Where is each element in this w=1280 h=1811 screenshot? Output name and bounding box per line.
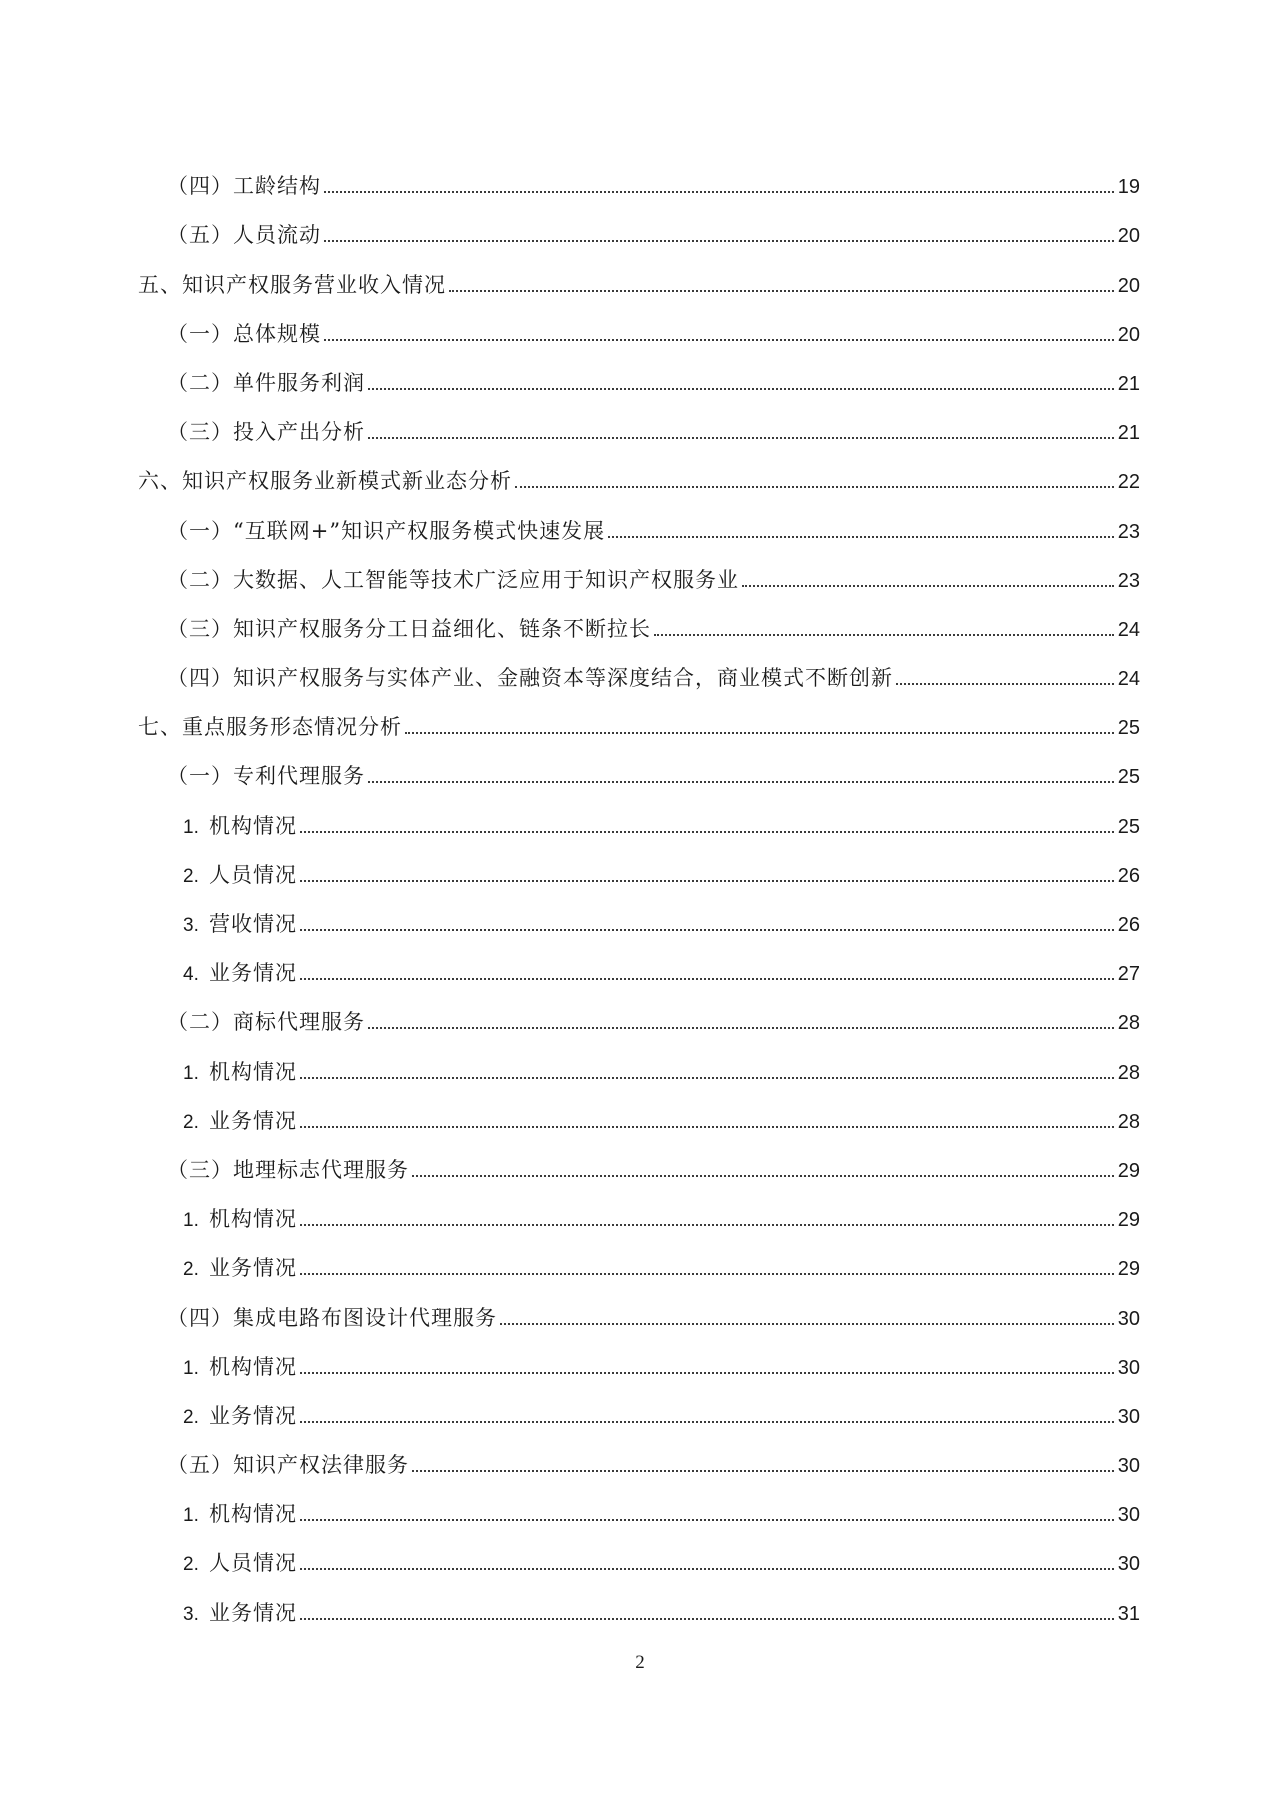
toc-entry-text: 七、重点服务形态情况分析 [138, 715, 402, 740]
toc-entry-text: 营收情况 [209, 912, 297, 936]
dot-leader [300, 1223, 1114, 1226]
toc-entry-number: 4. [183, 964, 199, 986]
toc-entry-page: 24 [1117, 668, 1140, 691]
toc-entry-text: 业务情况 [209, 1256, 297, 1281]
dot-leader [405, 731, 1114, 734]
toc-entry-title [183, 860, 297, 892]
toc-entry-number: 2. [183, 1111, 199, 1133]
toc-entry[interactable] [0, 742, 1280, 791]
toc-entry-title [183, 958, 297, 990]
toc-entry-title [138, 712, 402, 742]
toc-entry-page: 26 [1117, 864, 1140, 887]
toc-entry-text: （一）总体规模 [167, 321, 321, 346]
toc-entry-title [183, 811, 297, 843]
toc-entry-line [183, 1401, 1140, 1431]
toc-entry-page: 26 [1117, 914, 1140, 936]
dot-leader [300, 1272, 1114, 1275]
toc-entry[interactable] [0, 1529, 1280, 1578]
toc-entry-page: 25 [1117, 717, 1140, 740]
toc-entry-page: 28 [1117, 1012, 1140, 1035]
toc-entry-page: 20 [1117, 274, 1140, 297]
toc-entry-page: 30 [1117, 1455, 1140, 1478]
toc-entry-page: 29 [1117, 1209, 1140, 1232]
toc-entry-page: 22 [1117, 471, 1140, 494]
toc-entry-title [167, 1450, 409, 1480]
toc-entry-title [167, 761, 365, 791]
toc-entry-line [183, 811, 1140, 841]
toc-entry[interactable] [0, 300, 1280, 349]
toc-entry-title [167, 614, 651, 644]
dot-leader [300, 977, 1114, 980]
toc-entry-title [167, 220, 321, 250]
dot-leader [300, 1371, 1114, 1374]
toc-entry-text: 机构情况 [209, 1354, 297, 1379]
toc-entry-number: 1. [183, 816, 199, 838]
toc-entry-text: 五、知识产权服务营业收入情况 [138, 272, 446, 297]
toc-entry-text: （二）商标代理服务 [167, 1010, 365, 1035]
toc-entry[interactable] [0, 1185, 1280, 1234]
dot-leader [300, 1076, 1114, 1079]
toc-entry-text: （一）“互联网+”知识产权服务模式快速发展 [167, 518, 606, 543]
toc-entry-title [183, 1057, 297, 1089]
toc-entry-text: 机构情况 [209, 813, 297, 838]
toc-entry-number: 2. [183, 1554, 199, 1576]
toc-entry-page: 29 [1117, 1159, 1140, 1182]
toc-entry[interactable] [0, 1578, 1280, 1627]
dot-leader [742, 584, 1114, 587]
toc-entry-number: 2. [183, 1259, 199, 1281]
toc-entry[interactable] [0, 496, 1280, 545]
toc-entry[interactable] [0, 1234, 1280, 1283]
toc-entry-text: 六、知识产权服务业新模式新业态分析 [138, 469, 512, 494]
toc-entry[interactable] [0, 1087, 1280, 1136]
toc-entry[interactable] [0, 1037, 1280, 1086]
toc-entry-page: 20 [1117, 323, 1140, 346]
page-number: 2 [635, 1652, 645, 1673]
toc-entry-line [183, 1598, 1140, 1628]
toc-entry-line [167, 1007, 1140, 1037]
toc-entry-text: （五）知识产权法律服务 [167, 1453, 409, 1478]
dot-leader [324, 190, 1114, 193]
toc-entry-number: 3. [183, 915, 199, 936]
toc-entry-line [183, 1352, 1140, 1382]
toc-entry[interactable] [0, 546, 1280, 595]
toc-entry-page: 25 [1117, 766, 1140, 789]
toc-entry-line [167, 1155, 1140, 1185]
toc-entry-page: 30 [1117, 1356, 1140, 1379]
dot-leader [300, 1420, 1114, 1423]
toc-entry-line [183, 1106, 1140, 1136]
toc-entry[interactable] [0, 1333, 1280, 1382]
toc-entry[interactable] [0, 890, 1280, 939]
toc-entry-title [167, 368, 365, 398]
toc-entry-number: 1. [183, 1505, 199, 1527]
dot-leader [300, 830, 1114, 833]
toc-entry-text: 业务情况 [209, 1600, 297, 1625]
toc-entry-line [167, 761, 1140, 791]
toc-entry[interactable] [0, 693, 1280, 742]
toc-entry[interactable] [0, 939, 1280, 988]
toc-entry-line [183, 1057, 1140, 1087]
toc-entry-text: （一）专利代理服务 [167, 764, 365, 789]
toc-entry-page: 19 [1117, 176, 1140, 199]
toc-entry-line [167, 1450, 1140, 1480]
dot-leader [896, 682, 1114, 685]
toc-entry-line [167, 319, 1140, 349]
toc-entry[interactable] [0, 595, 1280, 644]
toc-entry-title [167, 663, 893, 693]
dot-leader [300, 879, 1114, 882]
toc-entry-title [167, 1007, 365, 1037]
toc-entry-text: （三）知识产权服务分工日益细化、链条不断拉长 [167, 616, 651, 641]
dot-leader [500, 1322, 1114, 1325]
toc-entry[interactable] [0, 349, 1280, 398]
dot-leader [324, 338, 1114, 341]
toc-entry-number: 2. [183, 1406, 199, 1428]
dot-leader [368, 780, 1114, 783]
toc-entry-text: （二）大数据、人工智能等技术广泛应用于知识产权服务业 [167, 567, 739, 592]
dot-leader [608, 535, 1114, 538]
toc-entry-title [183, 1352, 297, 1384]
toc-entry-line [167, 663, 1140, 693]
toc-entry-title [183, 1598, 297, 1630]
toc-entry-page: 23 [1117, 569, 1140, 592]
toc-entry-title [183, 1253, 297, 1285]
toc-entry[interactable] [0, 398, 1280, 447]
toc-entry-line [183, 1253, 1140, 1283]
toc-entry-page: 21 [1117, 422, 1140, 445]
toc-entry-text: 机构情况 [209, 1059, 297, 1084]
toc-entry-page: 21 [1117, 372, 1140, 395]
dot-leader [300, 1518, 1114, 1521]
toc-entry-page: 24 [1117, 618, 1140, 641]
dot-leader [300, 1617, 1114, 1620]
toc-entry-page: 20 [1117, 225, 1140, 248]
dot-leader [300, 928, 1114, 931]
toc-entry-text: （三）地理标志代理服务 [167, 1157, 409, 1182]
toc-entry-page: 27 [1117, 963, 1140, 986]
toc-entry-line [183, 909, 1140, 939]
dot-leader [515, 485, 1114, 488]
toc-entry[interactable] [0, 644, 1280, 693]
toc-entry-line [138, 466, 1140, 496]
toc-entry[interactable] [0, 1382, 1280, 1431]
toc-entry-line [167, 417, 1140, 447]
toc-entry[interactable] [0, 988, 1280, 1037]
toc-entry-title [167, 171, 321, 201]
dot-leader [368, 436, 1114, 439]
toc-entry-text: 业务情况 [209, 961, 297, 986]
toc-entry-page: 29 [1117, 1258, 1140, 1281]
dot-leader [300, 1567, 1114, 1570]
toc-entry-title [138, 466, 512, 496]
toc-entry-text: 业务情况 [209, 1108, 297, 1133]
toc-entry-text: 业务情况 [209, 1403, 297, 1428]
toc-entry-text: 机构情况 [209, 1207, 297, 1232]
toc-entry-line [183, 1204, 1140, 1234]
toc-entry-number: 1. [183, 1062, 199, 1084]
toc-entry-line [183, 958, 1140, 988]
toc-entry-text: （五）人员流动 [167, 223, 321, 248]
toc-entry-page: 30 [1117, 1307, 1140, 1330]
toc-entry-title [138, 270, 446, 300]
dot-leader [300, 1125, 1114, 1128]
toc-entry-page: 25 [1117, 815, 1140, 838]
toc-entry-line [183, 1499, 1140, 1529]
toc-entry-line [138, 270, 1140, 300]
toc-entry[interactable] [0, 791, 1280, 840]
toc-entry[interactable] [0, 152, 1280, 201]
dot-leader [368, 387, 1114, 390]
toc-entry-title [167, 417, 365, 447]
toc-entry[interactable] [0, 447, 1280, 496]
toc-entry-title [183, 1106, 297, 1138]
toc-entry-page: 30 [1117, 1504, 1140, 1527]
toc-entry-title [167, 565, 739, 595]
toc-entry-number: 1. [183, 1210, 199, 1232]
dot-leader [368, 1026, 1114, 1029]
table-of-contents [0, 152, 1280, 1628]
toc-entry[interactable] [0, 1480, 1280, 1529]
toc-entry-line [167, 614, 1140, 644]
toc-entry-title [183, 1548, 297, 1580]
dot-leader [654, 633, 1114, 636]
toc-entry-title [183, 1499, 297, 1531]
toc-entry-text: （二）单件服务利润 [167, 370, 365, 395]
toc-entry[interactable] [0, 841, 1280, 890]
toc-entry-page: 23 [1117, 520, 1140, 543]
toc-entry-title [167, 1155, 409, 1185]
toc-entry-number: 1. [183, 1357, 199, 1379]
toc-entry-text: （三）投入产出分析 [167, 420, 365, 445]
toc-entry-line [167, 220, 1140, 250]
dot-leader [324, 239, 1114, 242]
toc-entry[interactable] [0, 201, 1280, 250]
toc-entry-line [167, 1303, 1140, 1333]
dot-leader [449, 289, 1114, 292]
toc-entry-title [167, 516, 605, 546]
toc-entry[interactable] [0, 250, 1280, 299]
toc-entry-number: 2. [183, 865, 199, 887]
toc-entry-line [167, 565, 1140, 595]
toc-entry[interactable] [0, 1283, 1280, 1332]
toc-entry-text: 人员情况 [209, 862, 297, 887]
toc-entry-title [183, 1401, 297, 1433]
toc-entry-text: 人员情况 [209, 1551, 297, 1576]
toc-entry-page: 31 [1117, 1602, 1140, 1625]
toc-entry-line [138, 712, 1140, 742]
toc-entry-page: 30 [1117, 1405, 1140, 1428]
toc-entry-title [167, 319, 321, 349]
toc-entry-page: 28 [1117, 1061, 1140, 1084]
toc-entry-line [183, 860, 1140, 890]
toc-entry[interactable] [0, 1136, 1280, 1185]
toc-entry-page: 28 [1117, 1110, 1140, 1133]
toc-entry-title [183, 1204, 297, 1236]
toc-entry-line [167, 171, 1140, 201]
toc-entry[interactable] [0, 1431, 1280, 1480]
toc-entry-text: （四）知识产权服务与实体产业、金融资本等深度结合，商业模式不断创新 [167, 666, 893, 691]
toc-entry-page: 30 [1117, 1553, 1140, 1576]
toc-entry-text: （四）工龄结构 [167, 174, 321, 199]
dot-leader [412, 1174, 1114, 1177]
toc-entry-line [167, 368, 1140, 398]
toc-entry-line [167, 516, 1140, 546]
dot-leader [412, 1469, 1114, 1472]
toc-entry-title [183, 909, 297, 941]
toc-entry-number: 3. [183, 1603, 199, 1625]
toc-entry-title [167, 1303, 497, 1333]
toc-entry-text: 机构情况 [209, 1502, 297, 1527]
toc-entry-line [183, 1548, 1140, 1578]
toc-entry-text: （四）集成电路布图设计代理服务 [167, 1305, 497, 1330]
